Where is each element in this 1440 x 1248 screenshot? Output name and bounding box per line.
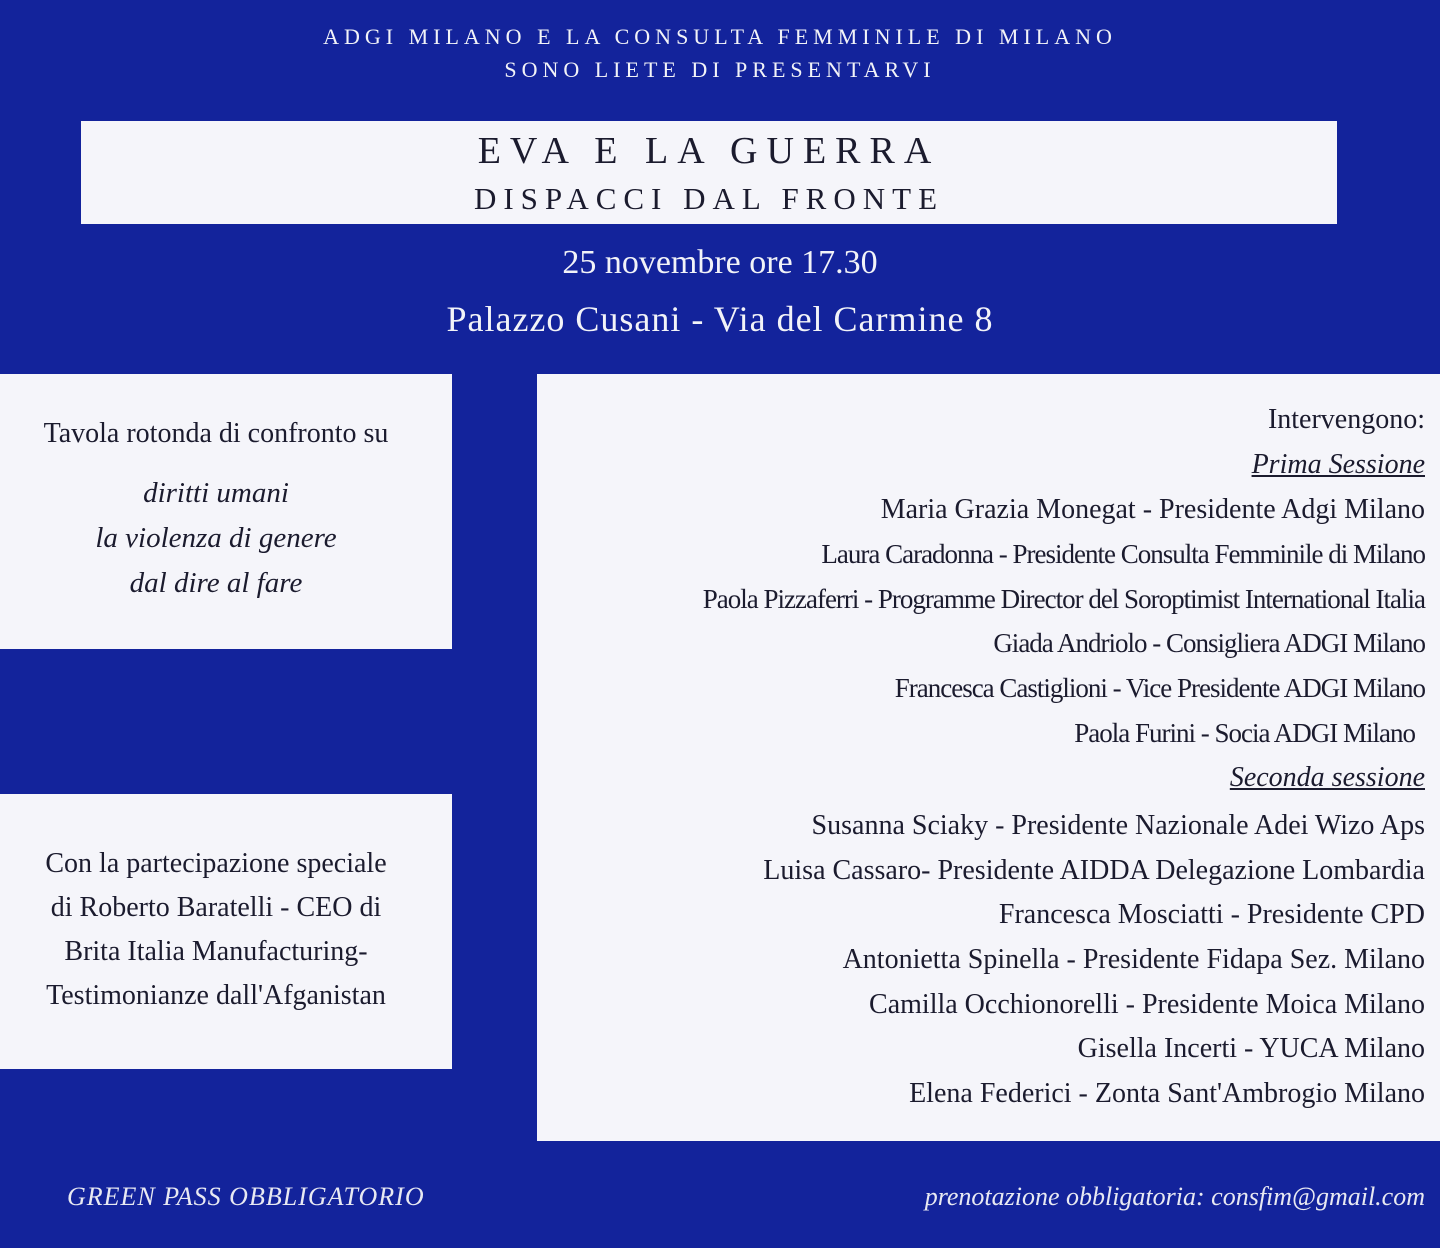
session1-label: Prima Sessione <box>1251 449 1425 480</box>
presenting-line: SONO LIETE DI PRESENTARVI <box>504 57 936 82</box>
topic-item: diritti umani <box>143 477 289 509</box>
event-place: Palazzo Cusani - Via del Carmine 8 <box>446 299 994 339</box>
organizers-line: ADGI MILANO E LA CONSULTA FEMMINILE DI MILANO <box>323 24 1117 49</box>
speaker-item: Luisa Cassaro- Presidente AIDDA Delegazione Lombardia <box>763 855 1425 886</box>
event-subtitle: DISPACCI DAL FRONTE <box>473 181 945 216</box>
speaker-item: Paola Furini - Socia ADGI Milano <box>1074 718 1415 748</box>
speaker-item: Francesca Mosciatti - Presidente CPD <box>998 899 1425 930</box>
speakers-panel <box>537 374 1440 1141</box>
speaker-item: Francesca Castiglioni - Vice Presidente ADGI Milano <box>894 673 1425 703</box>
speaker-item: Laura Caradonna - Presidente Consulta Femminile di Milano <box>821 539 1425 569</box>
speaker-item: Susanna Sciaky - Presidente Nazionale Adei Wizo Aps <box>811 810 1425 841</box>
green-pass-notice: GREEN PASS OBBLIGATORIO <box>67 1182 425 1211</box>
speaker-item: Paola Pizzaferri - Programme Director del Soroptimist International Italia <box>702 584 1425 614</box>
booking-notice: prenotazione obbligatoria: consfim@gmail.com <box>924 1182 1425 1211</box>
special-guest-line: Brita Italia Manufacturing- <box>64 936 368 967</box>
speaker-item: Gisella Incerti - YUCA Milano <box>1077 1033 1425 1064</box>
special-guest-line: Con la partecipazione speciale <box>45 848 387 879</box>
special-guest-line: Testimonianze dall'Afganistan <box>46 980 386 1011</box>
title-banner <box>81 121 1337 224</box>
special-guest-panel <box>0 794 452 1069</box>
topic-item: la violenza di genere <box>95 522 337 554</box>
speaker-item: Antonietta Spinella - Presidente Fidapa Sez. Milano <box>842 944 1425 975</box>
speaker-item: Elena Federici - Zonta Sant'Ambrogio Milano <box>909 1078 1425 1109</box>
speaker-item: Maria Grazia Monegat - Presidente Adgi Milano <box>880 494 1425 525</box>
session2-label: Seconda sessione <box>1229 762 1425 793</box>
speaker-item: Giada Andriolo - Consigliera ADGI Milano <box>993 628 1425 658</box>
speakers-heading: Intervengono: <box>1267 404 1425 435</box>
speaker-item: Camilla Occhionorelli - Presidente Moica Milano <box>869 989 1425 1020</box>
topics-heading: Tavola rotonda di confronto su <box>43 418 389 449</box>
special-guest-line: di Roberto Baratelli - CEO di <box>50 892 382 923</box>
event-title: EVA E LA GUERRA <box>477 130 941 172</box>
topics-panel <box>0 374 452 649</box>
topic-item: dal dire al fare <box>129 567 303 599</box>
event-date: 25 novembre ore 17.30 <box>562 244 878 281</box>
